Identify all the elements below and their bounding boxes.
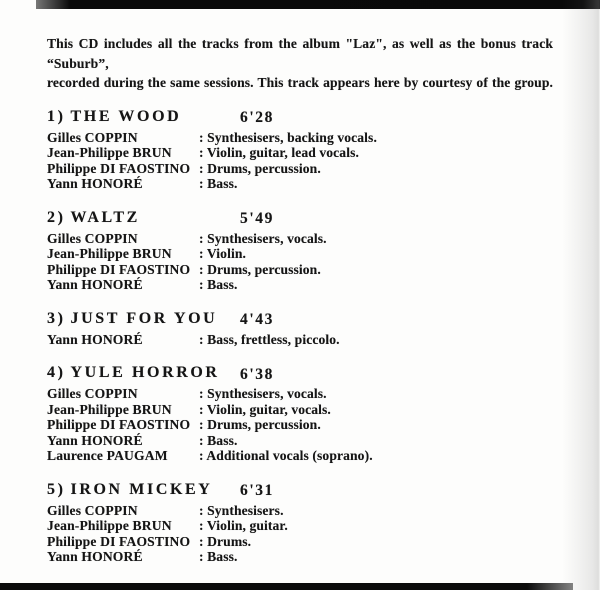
personnel-row xyxy=(47,332,553,348)
track-section-3 xyxy=(47,310,553,348)
personnel-row xyxy=(47,130,553,146)
track-title: YULE HORROR xyxy=(70,364,220,381)
personnel-row xyxy=(47,161,553,177)
personnel-role: : Synthesisers. xyxy=(199,502,284,518)
personnel-role: : Bass. xyxy=(199,432,238,448)
track-number: 3) xyxy=(47,309,66,327)
track-title-row xyxy=(47,310,553,330)
personnel-role: : Violin, guitar. xyxy=(199,518,288,533)
track-number: 1) xyxy=(47,107,66,125)
personnel-row xyxy=(47,246,553,262)
personnel-row xyxy=(47,402,553,418)
personnel-role: : Drums. xyxy=(199,533,252,549)
personnel-name: Gilles COPPIN xyxy=(47,129,138,145)
personnel-row xyxy=(47,518,553,534)
track-duration: 6'31 xyxy=(240,482,274,499)
personnel-role: : Synthesisers, vocals. xyxy=(199,230,327,246)
personnel-row xyxy=(47,262,553,278)
personnel-name: Yann HONORÉ xyxy=(47,549,143,564)
personnel-name: Yann HONORÉ xyxy=(47,331,143,347)
personnel-name: Philippe DI FAOSTINO xyxy=(47,160,191,176)
personnel-name: Philippe DI FAOSTINO xyxy=(47,417,191,432)
personnel-row xyxy=(47,503,553,519)
track-duration: 5'49 xyxy=(240,210,274,227)
track-duration: 6'38 xyxy=(240,365,274,383)
personnel-name: Laurence PAUGAM xyxy=(47,448,168,463)
personnel-name: Jean-Philippe BRUN xyxy=(47,401,172,417)
track-duration: 4'43 xyxy=(240,311,274,328)
booklet-content xyxy=(47,34,553,582)
personnel-row xyxy=(47,549,553,565)
track-title-row xyxy=(47,108,553,128)
personnel-name: Jean-Philippe BRUN xyxy=(47,246,172,261)
track-section-1 xyxy=(47,108,553,192)
personnel-row xyxy=(47,417,553,433)
track-title-row xyxy=(47,209,553,229)
track-title-row xyxy=(47,481,553,501)
bottom-scan-bar xyxy=(0,583,573,590)
personnel-row xyxy=(47,448,553,464)
personnel-name: Yann HONORÉ xyxy=(47,432,143,448)
personnel-name: Jean-Philippe BRUN xyxy=(47,518,172,533)
personnel-row xyxy=(47,386,553,402)
track-section-5 xyxy=(47,481,553,565)
personnel-name: Yann HONORÉ xyxy=(47,176,143,191)
personnel-row xyxy=(47,534,553,550)
intro-paragraph xyxy=(47,34,553,93)
personnel-role: : Drums, percussion. xyxy=(199,417,321,432)
personnel-name: Gilles COPPIN xyxy=(47,502,138,518)
track-section-4 xyxy=(47,364,553,464)
top-scan-bar xyxy=(36,0,600,9)
track-number: 5) xyxy=(47,480,66,498)
track-number: 2) xyxy=(47,208,66,226)
track-title: JUST FOR YOU xyxy=(70,309,218,327)
personnel-role: : Drums, percussion. xyxy=(199,160,321,176)
personnel-name: Gilles COPPIN xyxy=(47,230,138,246)
personnel-name: Philippe DI FAOSTINO xyxy=(47,261,191,277)
track-title: WALTZ xyxy=(70,208,140,226)
personnel-role: : Synthesisers, backing vocals. xyxy=(199,129,377,145)
track-title-row xyxy=(47,364,553,384)
track-section-2 xyxy=(47,209,553,293)
personnel-row xyxy=(47,145,553,161)
personnel-row xyxy=(47,231,553,247)
personnel-role: : Synthesisers, vocals. xyxy=(199,386,327,401)
personnel-row xyxy=(47,433,553,449)
intro-line-2: recorded during the same sessions. This track appears here by courtesy of the group. xyxy=(47,75,553,90)
personnel-role: : Violin, guitar, vocals. xyxy=(199,401,331,417)
personnel-role: : Violin. xyxy=(199,246,246,261)
personnel-row xyxy=(47,176,553,192)
track-duration: 6'28 xyxy=(240,109,274,126)
personnel-role: : Bass, frettless, piccolo. xyxy=(199,331,340,347)
personnel-name: Yann HONORÉ xyxy=(47,277,143,292)
personnel-name: Gilles COPPIN xyxy=(47,386,138,401)
personnel-role: : Drums, percussion. xyxy=(199,261,321,277)
track-title: IRON MICKEY xyxy=(70,480,213,498)
page-edge-shadow xyxy=(562,0,600,590)
intro-line-1: This CD includes all the tracks from the album "Laz", as well as the bonus track “Suburb”, xyxy=(47,36,553,71)
personnel-name: Philippe DI FAOSTINO xyxy=(47,533,191,549)
personnel-role: : Additional vocals (soprano). xyxy=(199,448,373,463)
personnel-role: : Bass. xyxy=(199,549,238,564)
personnel-row xyxy=(47,277,553,293)
track-number: 4) xyxy=(47,364,66,381)
personnel-role: : Bass. xyxy=(199,176,238,191)
personnel-name: Jean-Philippe BRUN xyxy=(47,145,172,160)
personnel-role: : Violin, guitar, lead vocals. xyxy=(199,145,359,160)
personnel-role: : Bass. xyxy=(199,277,238,292)
track-title: THE WOOD xyxy=(70,107,182,125)
